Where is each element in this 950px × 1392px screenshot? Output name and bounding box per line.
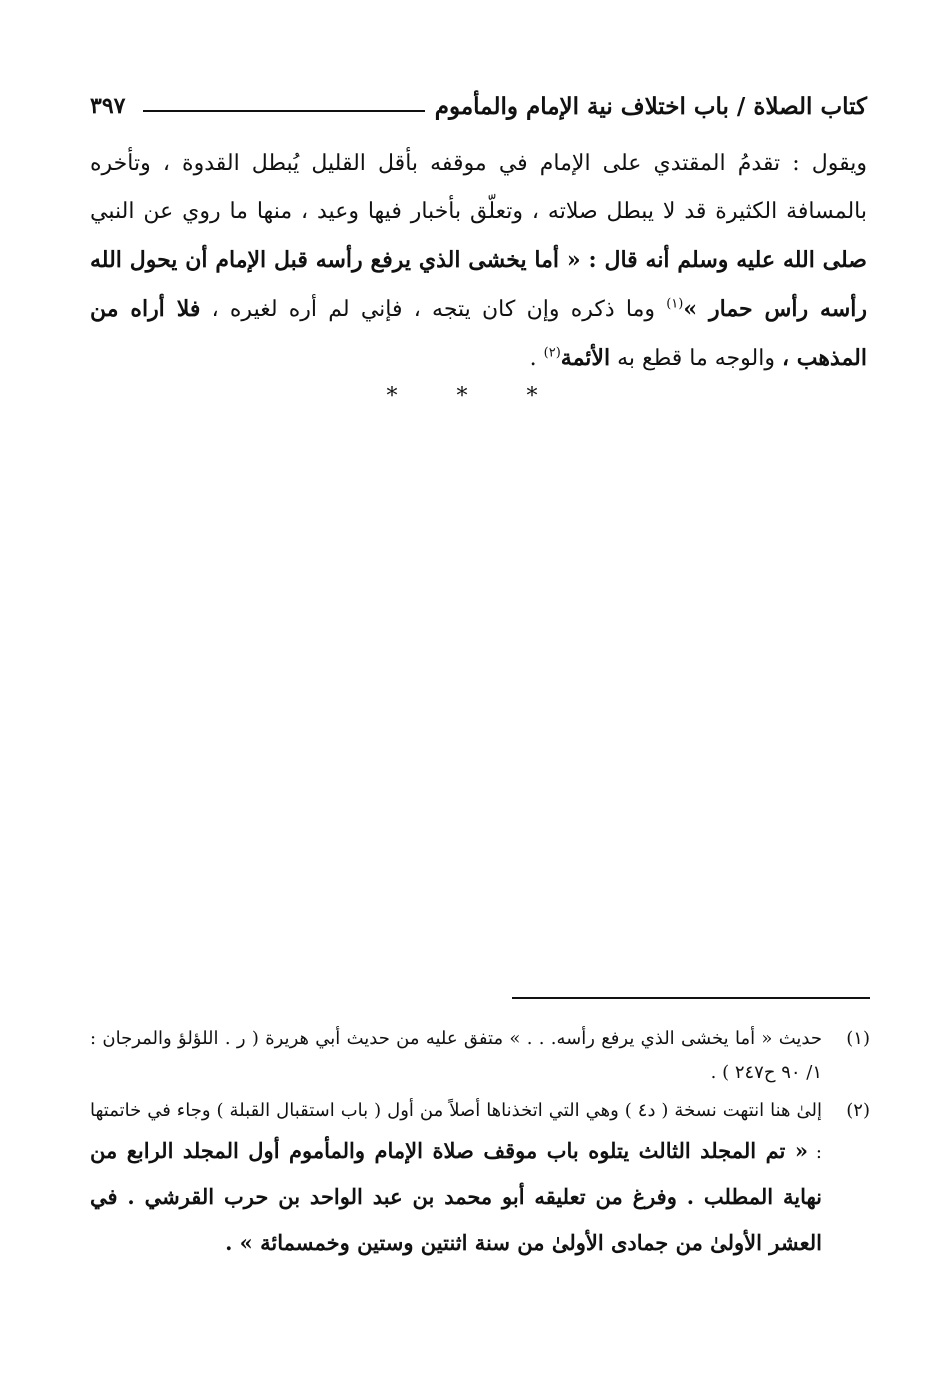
- footnote-text: حديث « أما يخشى الذي يرفع رأسه. . . » متفق عليه من حديث أبي هريرة ( ر . اللؤلؤ والمرجان : ١/ ٩٠ ح٢٤٧ ) .: [90, 1028, 822, 1083]
- bold-statement: فلا أراه من المذهب ،: [90, 296, 867, 371]
- page-number: ٣٩٧: [90, 93, 126, 119]
- header-rule: [143, 110, 424, 112]
- main-paragraph: [90, 140, 867, 383]
- paragraph-text-middle: وما ذكره وإن كان يتجه ، فإني لم أره لغيره ،: [211, 297, 655, 322]
- footnote-text-start: إلىٰ هنا انتهت نسخة ( د٤ ) وهي التي اتخذناها أصلاً من أول ( باب استقبال القبلة ) وجاء في خاتمتها :: [90, 1100, 822, 1163]
- header-title: كتاب الصلاة / باب اختلاف نية الإمام والمأموم: [434, 92, 867, 120]
- main-text: [90, 140, 867, 383]
- footnote-number: (١): [846, 1028, 870, 1049]
- footnote-divider: [512, 997, 870, 999]
- bold-word-aimma: الأئمة: [560, 345, 611, 371]
- footnote-number: (٢): [846, 1100, 870, 1121]
- footnotes: [90, 1022, 870, 1270]
- footnote-ref-2[interactable]: (٢): [543, 345, 561, 361]
- footnote-colophon-quote: « تم المجلد الثالث يتلوه باب موقف صلاة الإمام والمأموم أول المجلد الرابع من نهاية المطلب . وفرغ من تعليقه أبو محمد بن عبد الواحد بن حرب القرشي . في العشر الأولىٰ من جمادى الأولىٰ من سنة اثنتين وستين وخمسمائة » .: [90, 1138, 822, 1255]
- running-header: [90, 86, 867, 126]
- hadith-quote: صلى الله عليه وسلم أنه قال : « أما يخشى الذي يرفع رأسه قبل الإمام أن يحول الله رأسه رأس حمار »: [90, 247, 867, 322]
- paragraph-text-end: والوجه ما قطع به: [617, 346, 775, 371]
- paragraph-text-start: ويقول : تقدمُ المقتدي على الإمام في موقفه بأقل القليل يُبطل القدوة ، وتأخره بالمسافة الكثيرة قد لا يبطل صلاته ، وتعلّق بأخبار فيها وعيد ، منها ما روي عن النبي: [90, 151, 867, 224]
- footnote-1: [90, 1022, 870, 1090]
- footnote-2: [90, 1094, 870, 1266]
- section-separator: * * *: [386, 384, 564, 409]
- paragraph-period: .: [529, 346, 544, 371]
- footnote-ref-1[interactable]: (١): [666, 296, 684, 312]
- footnote-text: [90, 1094, 822, 1266]
